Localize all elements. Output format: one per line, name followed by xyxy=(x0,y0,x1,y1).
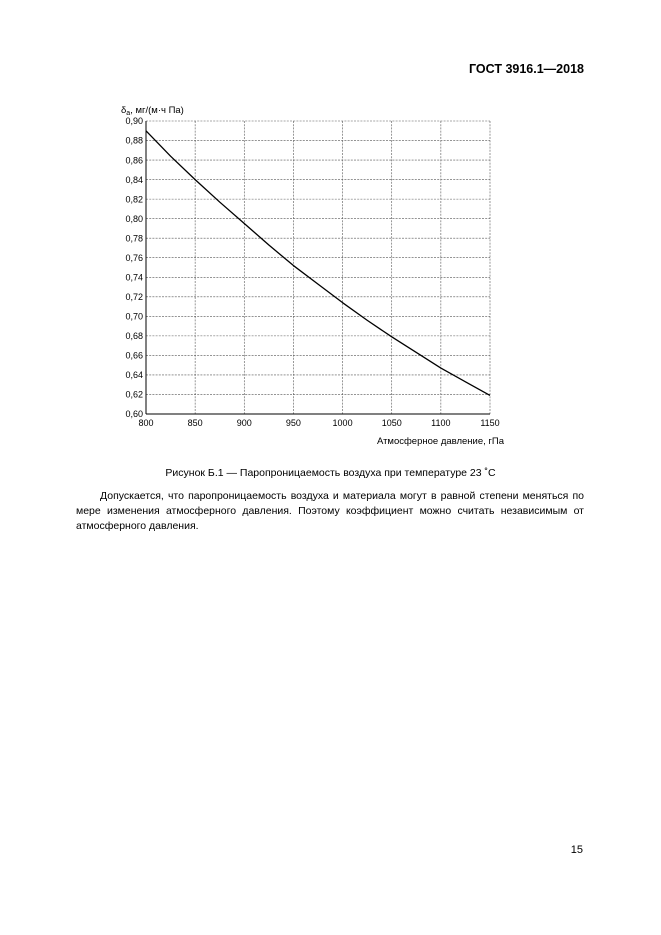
chart xyxy=(0,0,661,460)
y-tick-label: 0,88 xyxy=(125,135,143,146)
y-tick-label: 0,72 xyxy=(125,292,143,302)
y-tick-label: 0,68 xyxy=(125,331,143,342)
y-tick-label: 0,90 xyxy=(125,116,143,127)
y-tick-label: 0,64 xyxy=(125,370,143,381)
page-number: 15 xyxy=(570,844,583,856)
figure-caption: Рисунок Б.1 — Паропроницаемость воздуха при температуре 23 ˚С xyxy=(165,467,496,479)
y-tick-label: 0,70 xyxy=(125,311,143,322)
document-header: ГОСТ 3916.1—2018 xyxy=(468,62,584,76)
grid xyxy=(146,121,490,414)
series-line xyxy=(146,131,490,396)
x-tick-label: 1000 xyxy=(332,418,353,428)
paragraph-text: Допускается, что паропроницаемость воздуха и материала могут в равной степени меняться по мере изменения атмосферного давления. Поэтому коэффициент можно считать независимым от атмосферного давления. xyxy=(76,490,584,532)
axes xyxy=(125,116,499,428)
x-tick-label: 900 xyxy=(236,418,252,428)
x-tick-label: 850 xyxy=(187,418,203,428)
y-tick-label: 0,84 xyxy=(125,174,143,185)
axis-labels xyxy=(121,105,505,447)
y-tick-label: 0,60 xyxy=(125,409,143,420)
y-tick-label: 0,76 xyxy=(125,252,143,263)
y-tick-label: 0,62 xyxy=(125,389,143,400)
x-axis-label: Атмосферное давление, гПа xyxy=(376,436,504,447)
x-tick-label: 1050 xyxy=(381,418,402,428)
y-tick-label: 0,78 xyxy=(125,233,143,244)
y-axis-label: $\delta_a$, мг/(м·ч Па) xyxy=(121,105,184,117)
pressure-permeability-chart xyxy=(0,0,661,460)
series xyxy=(146,131,490,396)
paragraph xyxy=(76,489,584,534)
x-tick-label: 950 xyxy=(285,418,301,428)
x-tick-label: 800 xyxy=(138,418,154,428)
y-tick-label: 0,74 xyxy=(125,272,143,283)
x-tick-label: 1100 xyxy=(431,418,451,428)
y-tick-label: 0,80 xyxy=(125,213,143,224)
y-tick-label: 0,82 xyxy=(125,194,143,205)
x-tick-label: 1150 xyxy=(480,418,500,428)
y-tick-label: 0,66 xyxy=(125,350,143,361)
y-tick-label: 0,86 xyxy=(125,155,143,166)
